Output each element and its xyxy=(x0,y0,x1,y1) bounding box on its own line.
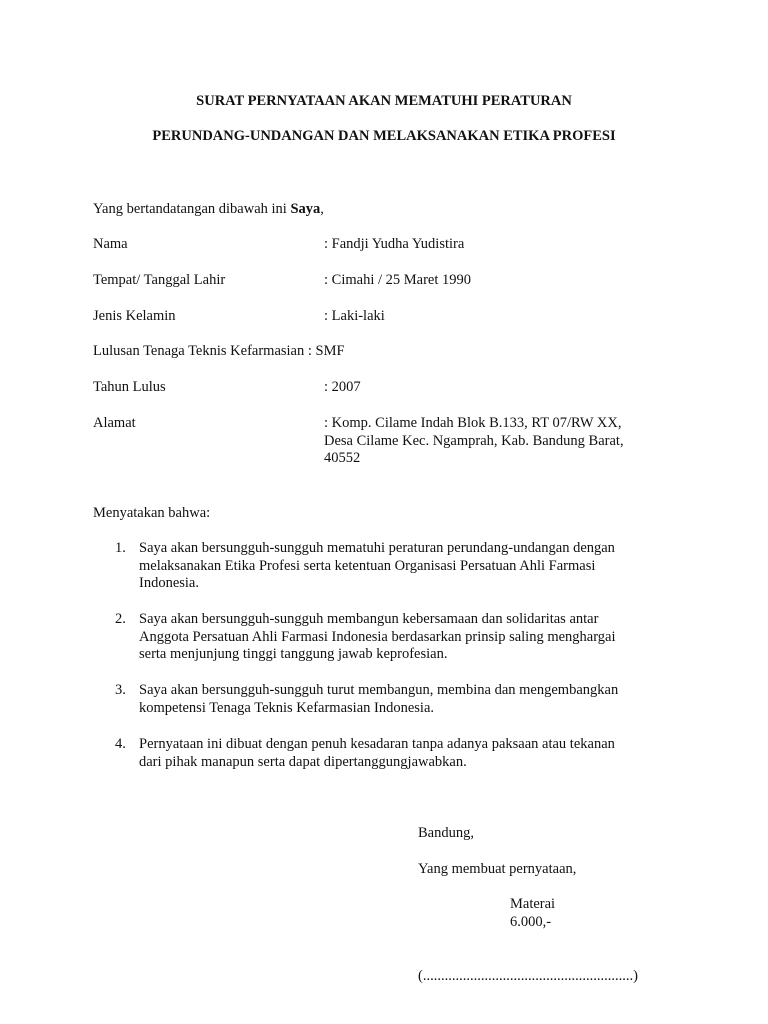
signature-maker: Yang membuat pernyataan, xyxy=(418,861,577,877)
field-label-alamat: Alamat xyxy=(93,415,136,431)
signature-place: Bandung, xyxy=(418,825,474,841)
field-value-jenis-kelamin: : Laki-laki xyxy=(324,308,385,324)
list-item-number: 2. xyxy=(115,611,126,627)
list-item-line: Saya akan bersungguh-sungguh membangun kebersamaan dan solidaritas antar xyxy=(139,611,599,627)
list-item-line: Anggota Persatuan Ahli Farmasi Indonesia berdasarkan prinsip saling menghargai xyxy=(139,628,616,645)
document-title-line-2: PERUNDANG-UNDANGAN DAN MELAKSANAKAN ETIKA PROFESI xyxy=(152,128,616,144)
list-item-line: Saya akan bersungguh-sungguh turut membangun, membina dan mengembangkan xyxy=(139,682,619,698)
alamat-line: 40552 xyxy=(324,450,361,466)
alamat-line: Desa Cilame Kec. Ngamprah, Kab. Bandung Barat, xyxy=(324,432,624,449)
stamp-amount: 6.000,- xyxy=(510,914,552,930)
list-item-text xyxy=(139,611,679,664)
list-item-line: Indonesia. xyxy=(139,575,199,591)
list-item-line: Saya akan bersungguh-sungguh mematuhi peraturan perundang-undangan dengan xyxy=(139,540,615,556)
field-label-tahun-lulus: Tahun Lulus xyxy=(93,379,166,395)
list-item-line: kompetensi Tenaga Teknis Kefarmasian Indonesia. xyxy=(139,699,434,716)
list-item-number: 4. xyxy=(115,736,126,752)
field-value-nama: : Fandji Yudha Yudistira xyxy=(324,236,465,252)
list-item-line: serta menjunjung tinggi tanggung jawab keprofesian. xyxy=(139,646,448,662)
list-item-line: dari pihak manapun serta dapat dipertanggungjawabkan. xyxy=(139,753,467,770)
list-item-number: 3. xyxy=(115,682,126,698)
field-label-lulusan: Lulusan Tenaga Teknis Kefarmasian : SMF xyxy=(93,343,345,359)
intro-text xyxy=(93,201,324,219)
field-value-tahun-lulus: : 2007 xyxy=(324,379,361,395)
field-value-ttl: : Cimahi / 25 Maret 1990 xyxy=(324,272,471,288)
stamp-label: Materai xyxy=(510,896,556,912)
field-label-nama: Nama xyxy=(93,236,128,252)
list-item-text xyxy=(139,682,679,717)
list-item-text xyxy=(139,540,679,593)
list-item-line: Pernyataan ini dibuat dengan penuh kesadaran tanpa adanya paksaan atau tekanan xyxy=(139,736,615,752)
list-item-line: melaksanakan Etika Profesi serta ketentuan Organisasi Persatuan Ahli Farmasi xyxy=(139,557,596,574)
intro-bold: Saya xyxy=(290,201,321,217)
list-item-number: 1. xyxy=(115,540,126,556)
field-label-jenis-kelamin: Jenis Kelamin xyxy=(93,308,176,324)
intro-prefix: Yang bertandatangan dibawah ini xyxy=(93,201,291,217)
signature-name-blank: (..........................................................) xyxy=(418,968,638,984)
intro-suffix: , xyxy=(320,201,324,217)
list-item-text xyxy=(139,736,679,771)
statement-heading: Menyatakan bahwa: xyxy=(93,505,211,521)
document-title-line-1: SURAT PERNYATAAN AKAN MEMATUHI PERATURAN xyxy=(196,93,572,109)
field-value-alamat xyxy=(324,415,624,468)
alamat-line: : Komp. Cilame Indah Blok B.133, RT 07/RW XX, xyxy=(324,415,622,431)
field-label-ttl: Tempat/ Tanggal Lahir xyxy=(93,272,226,288)
